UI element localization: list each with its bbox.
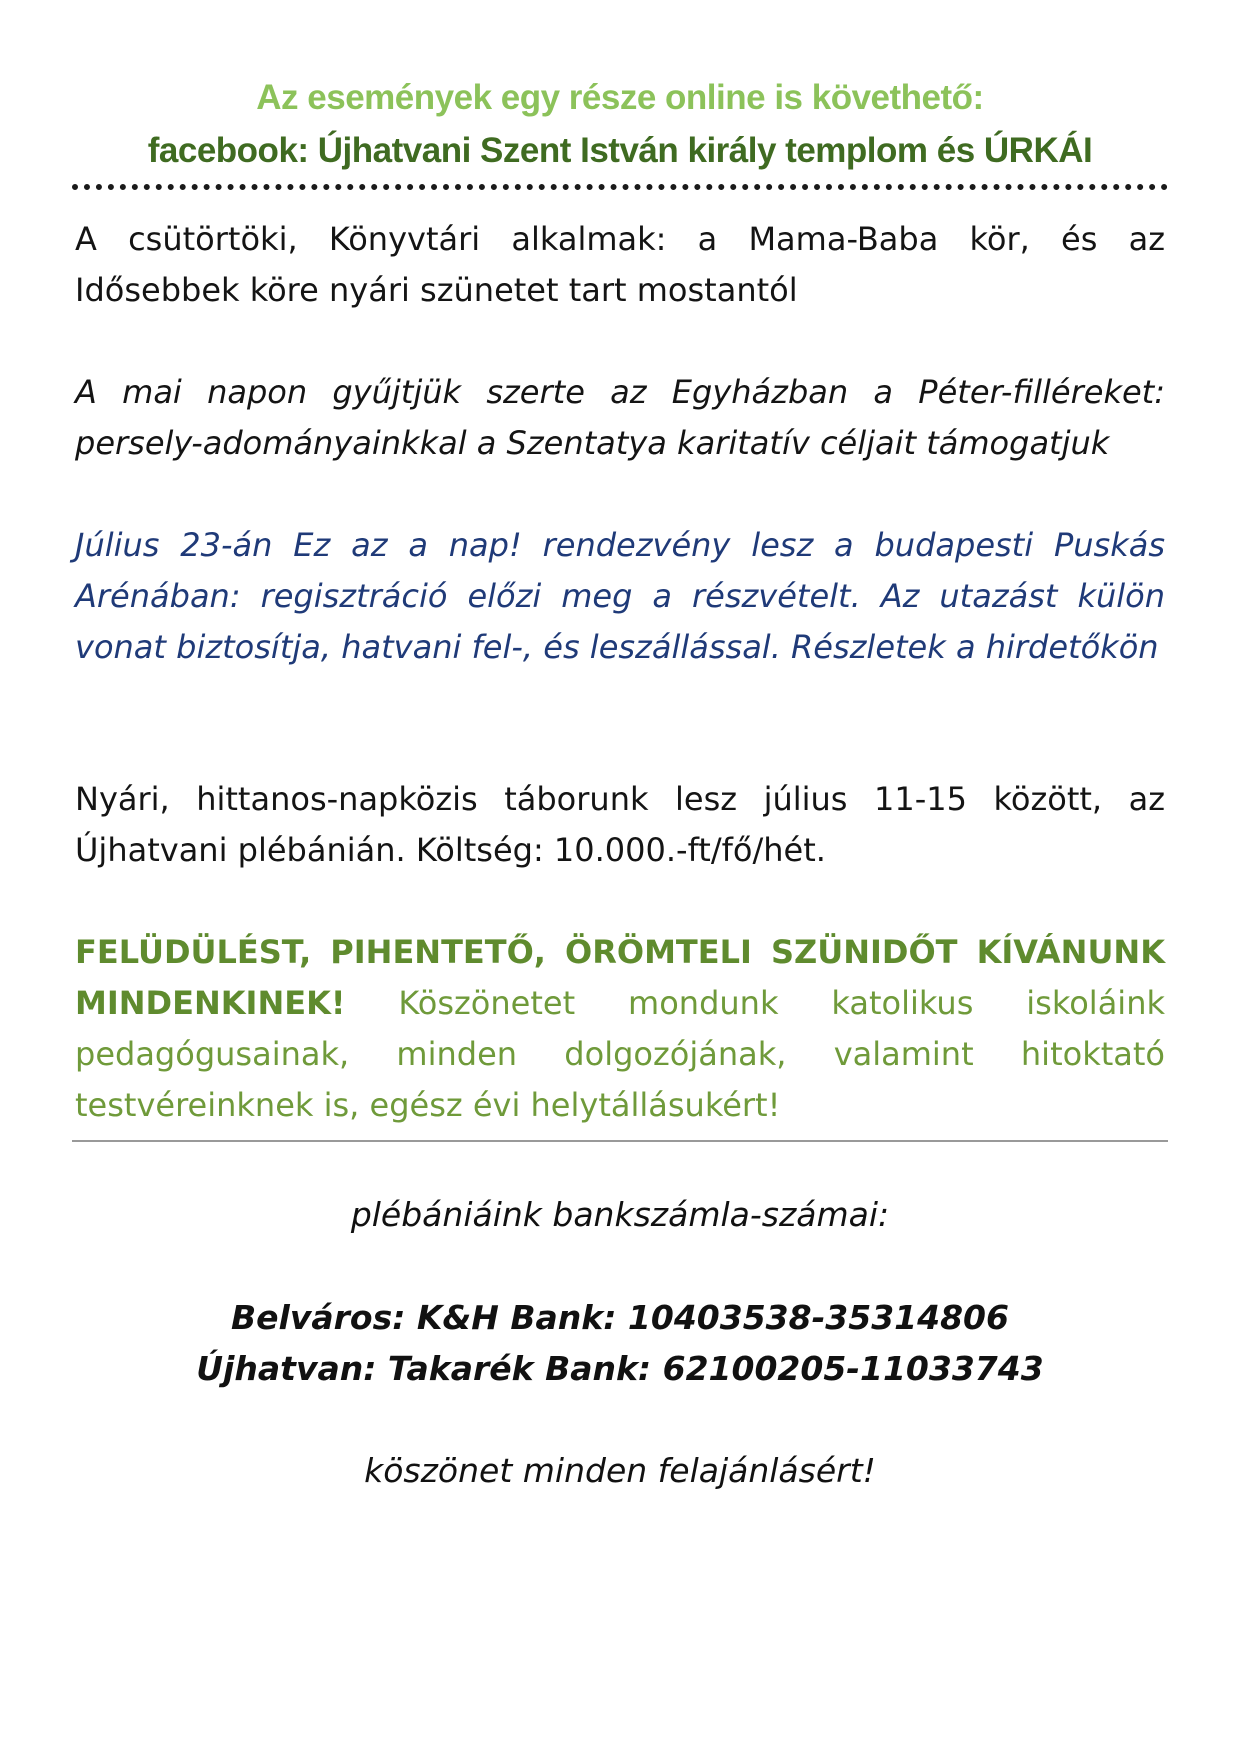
facebook-heading: facebook: Újhatvani Szent István király templom és ÚRKÁI bbox=[147, 131, 1093, 170]
bank-accounts-title: plébániáink bankszámla-számai: bbox=[350, 1195, 890, 1234]
wishes-announcement bbox=[75, 927, 1165, 1131]
bank-account-belvaros: Belváros: K&H Bank: 10403538-35314806 bbox=[231, 1298, 1009, 1337]
bank-account-ujhatvan: Újhatvan: Takarék Bank: 62100205-11033743 bbox=[196, 1349, 1044, 1388]
library-announcement: A csütörtöki, Könyvtári alkalmak: a Mama-Baba kör, és az Idősebbek köre nyári szünetet tart mostantól bbox=[75, 220, 1165, 309]
donation-thanks: köszönet minden felajánlásért! bbox=[364, 1451, 876, 1490]
section-divider bbox=[72, 1140, 1168, 1142]
online-notice-heading: Az események egy része online is követhető: bbox=[256, 78, 984, 117]
dotted-divider bbox=[72, 184, 1168, 190]
peter-pence-announcement: A mai napon gyűjtjük szerte az Egyházban a Péter-filléreket: persely-adományainkkal a Szentatya karitatív céljait támogatjuk bbox=[75, 373, 1165, 462]
wishes-bold-text: FELÜDÜLÉST, PIHENTETŐ, ÖRÖMTELI SZÜNIDŐT KÍVÁNUNK MINDENKINEK! bbox=[75, 933, 1165, 1022]
camp-announcement: Nyári, hittanos-napközis táborunk lesz július 11-15 között, az Újhatvani plébánián. Költség: 10.000.-ft/fő/hét. bbox=[75, 780, 1165, 869]
wishes-thanks-text: Köszönetet mondunk katolikus iskoláink pedagógusainak, minden dolgozójának, valamint hitoktató testvéreinknek is, egész évi helytállásukért! bbox=[75, 984, 1165, 1124]
event-announcement: Július 23-án Ez az a nap! rendezvény lesz a budapesti Puskás Arénában: regisztráció előzi meg a részvételt. Az utazást külön vonat biztosítja, hatvani fel-, és leszállással. Részletek a hirdetőkön bbox=[75, 526, 1165, 666]
